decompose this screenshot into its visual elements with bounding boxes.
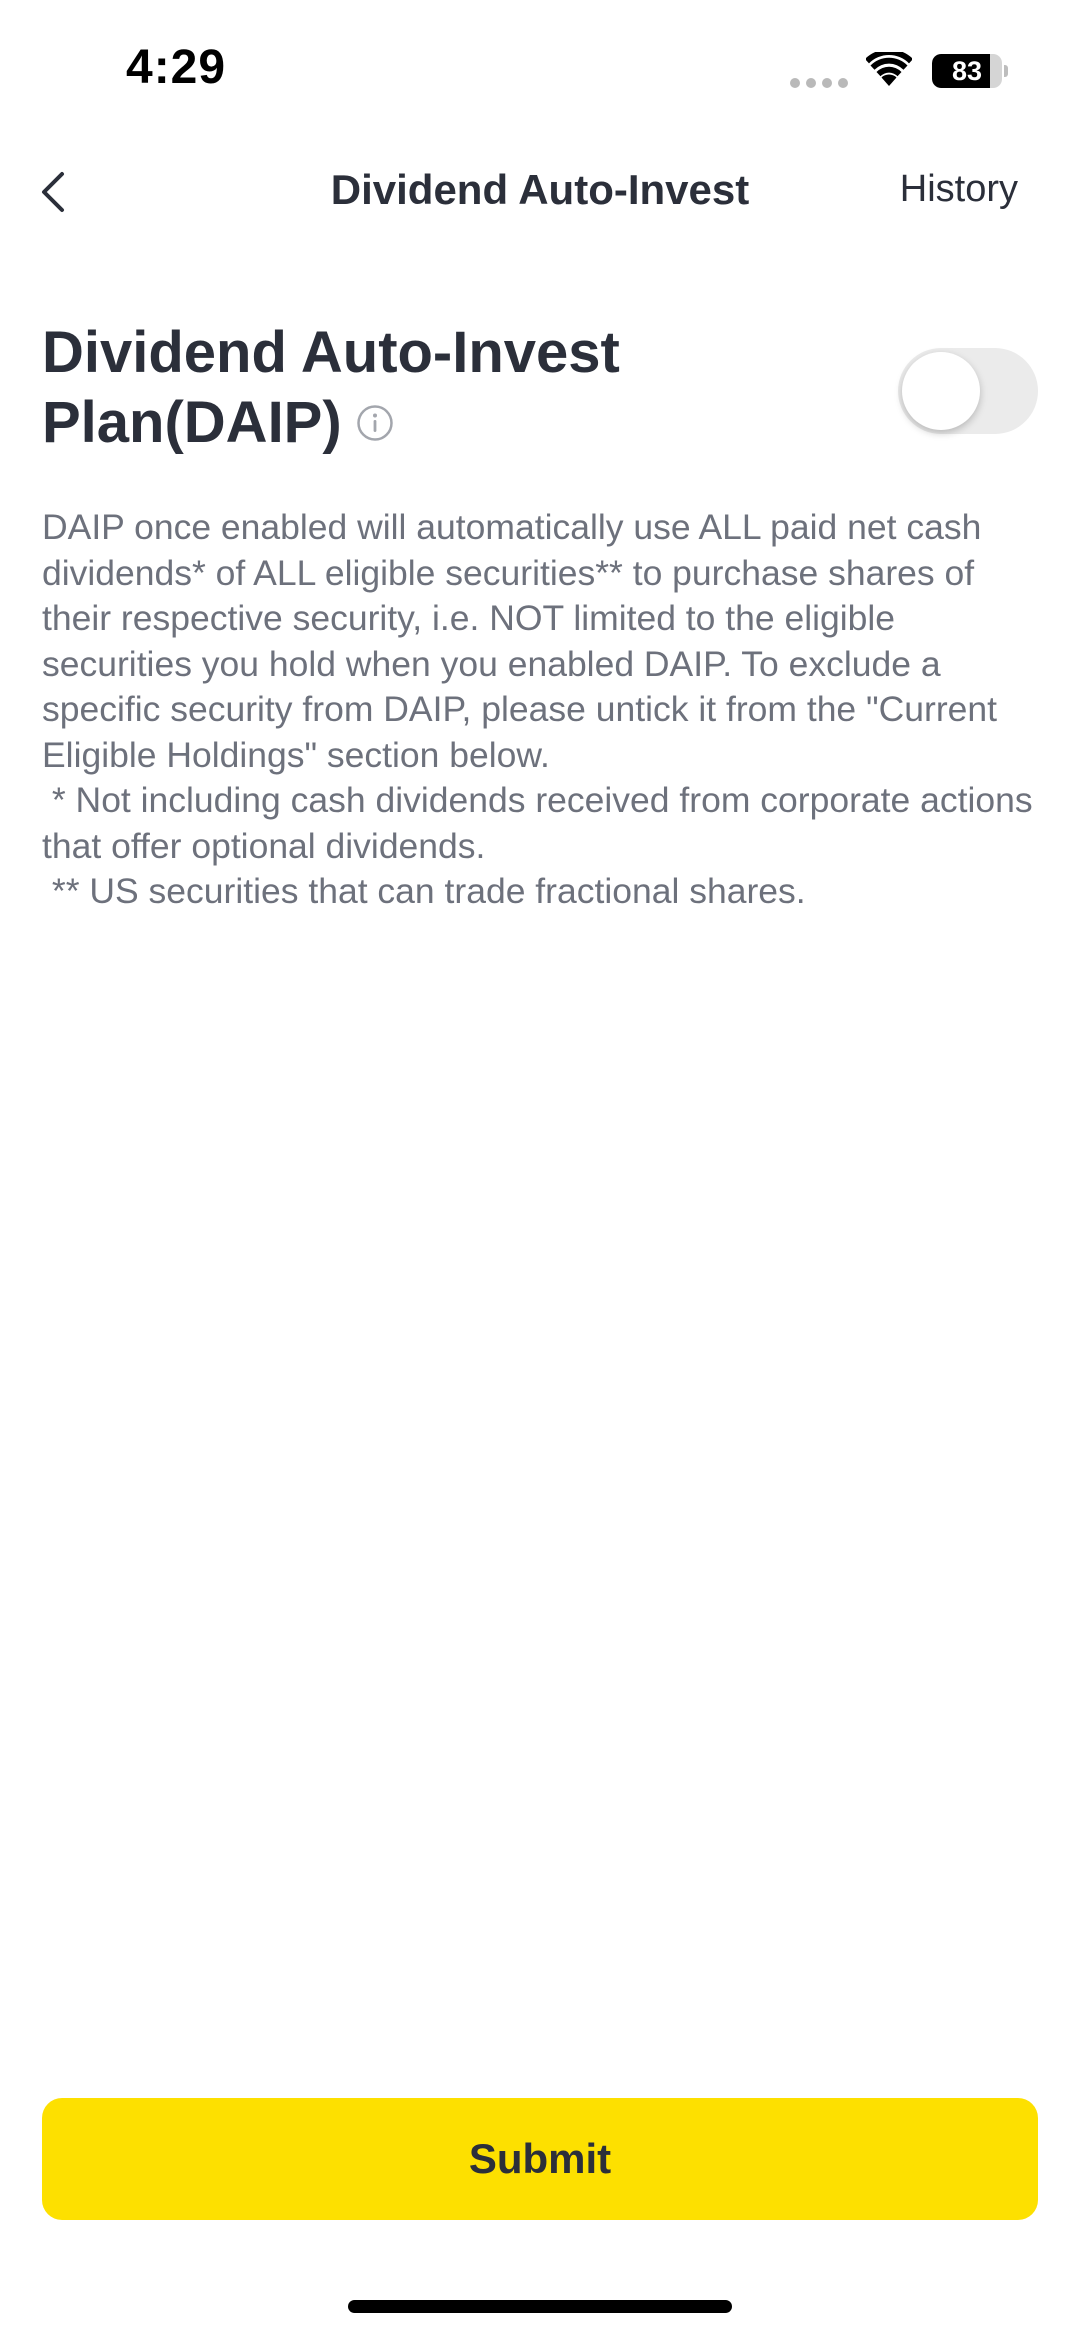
description-main: DAIP once enabled will automatically use ALL paid net cash dividends* of ALL eligible securities** to purchase shares of their respective security, i.e. NOT limited to the eligible securities you hold when you enabled DAIP. To exclude a specific security from DAIP, please untick it from the "Current Eligible Holdings" section below. <box>42 507 1007 775</box>
description-footnote-1: * Not including cash dividends received from corporate actions that offer optional dividends. <box>42 780 1043 866</box>
cellular-signal-icon <box>790 78 848 88</box>
info-circle-icon[interactable] <box>356 404 394 442</box>
description-footnote-2: ** US securities that can trade fractional shares. <box>42 871 806 911</box>
history-link[interactable]: History <box>899 168 1018 210</box>
nav-bar <box>0 150 1080 234</box>
home-indicator <box>348 2300 732 2313</box>
chevron-left-icon[interactable] <box>36 168 72 216</box>
wifi-icon <box>866 52 912 88</box>
page-title: Dividend Auto-Invest <box>330 166 750 213</box>
plan-title-text: Dividend Auto-Invest Plan(DAIP) <box>42 320 620 455</box>
status-time: 4:29 <box>126 41 227 94</box>
status-bar <box>0 0 1080 140</box>
submit-button[interactable]: Submit <box>42 2098 1038 2220</box>
battery-level: 83 <box>951 56 983 86</box>
plan-description <box>42 505 1042 915</box>
toggle-knob <box>902 352 980 430</box>
battery-icon <box>932 54 1006 88</box>
daip-toggle[interactable] <box>898 348 1038 434</box>
plan-title <box>42 318 762 458</box>
